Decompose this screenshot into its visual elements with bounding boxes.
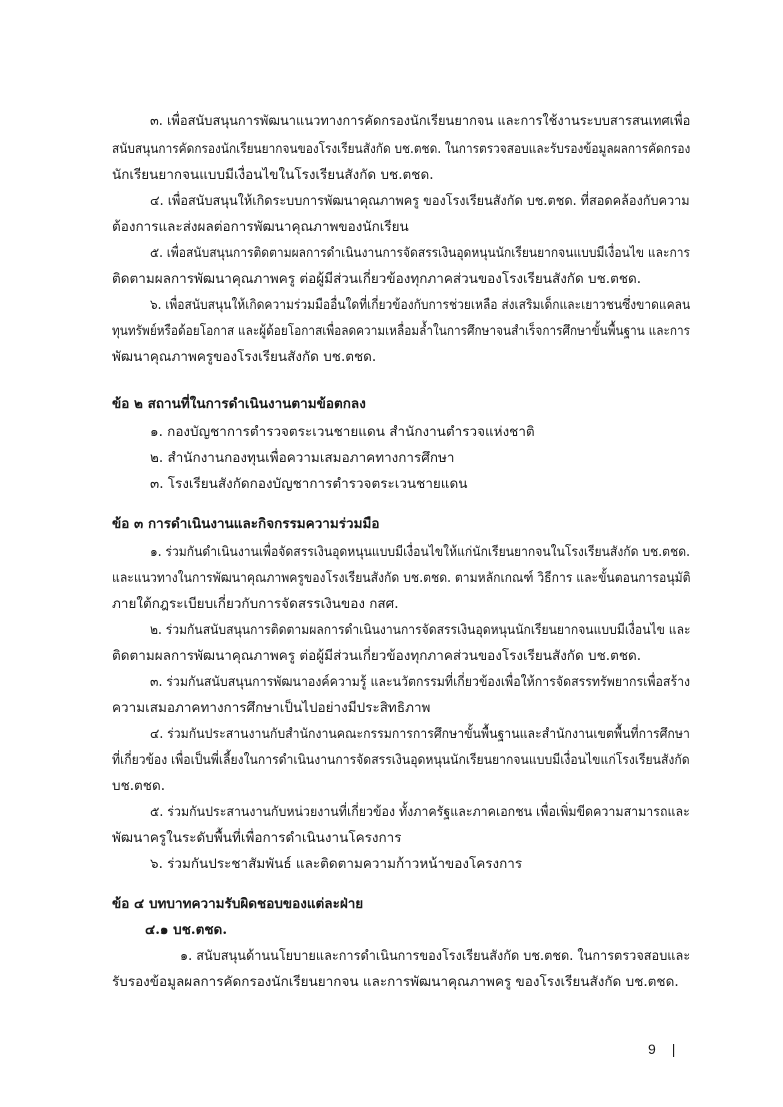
- section-3-item-2-line-1: ๒. ร่วมกันสนับสนุนการติดตามผลการดำเนินงานการจัดสรรเงินอุดหนุนนักเรียนยากจนแบบมีเงื่อนไข และ: [150, 622, 691, 638]
- section-3-item-1-line-1: ๑. ร่วมกันดำเนินงานเพื่อจัดสรรเงินอุดหนุนแบบมีเงื่อนไขให้แก่นักเรียนยากจนในโรงเรียนสังกัด บช.ตชด.: [150, 544, 691, 560]
- section-3-item-5-line-1: ๕. ร่วมกันประสานงานกับหน่วยงานที่เกี่ยวข้อง ทั้งภาครัฐและภาคเอกชน เพื่อเพิ่มขีดความสามารถและ: [150, 804, 690, 820]
- section-3-heading: ข้อ ๓ การดำเนินงานและกิจกรรมความร่วมมือ: [112, 516, 380, 532]
- section-3-item-1-line-2: และแนวทางในการพัฒนาคุณภาพครูของโรงเรียนสังกัด บช.ตชด. ตามหลักเกณฑ์ วิธีการ และขั้นตอนการอนุมัติ: [112, 570, 691, 586]
- section-3-item-3-line-2: ความเสมอภาคทางการศึกษาเป็นไปอย่างมีประสิทธิภาพ: [112, 700, 431, 716]
- objective-5-line-2: ติดตามผลการพัฒนาคุณภาพครู ต่อผู้มีส่วนเกี่ยวข้องทุกภาคส่วนของโรงเรียนสังกัด บช.ตชด.: [112, 271, 642, 287]
- section-2-item-3: ๓. โรงเรียนสังกัดกองบัญชาการตำรวจตระเวนชายแดน: [150, 476, 468, 492]
- section-3-item-2-line-2: ติดตามผลการพัฒนาคุณภาพครู ต่อผู้มีส่วนเกี่ยวข้องทุกภาคส่วนของโรงเรียนสังกัด บช.ตชด.: [112, 648, 642, 664]
- section-3-item-4-line-1: ๔. ร่วมกันประสานงานกับสำนักงานคณะกรรมการการศึกษาขั้นพื้นฐานและสำนักงานเขตพื้นที่การศึกษา: [150, 726, 690, 742]
- section-2-heading: ข้อ ๒ สถานที่ในการดำเนินงานตามข้อตกลง: [112, 396, 366, 412]
- section-3-item-4-line-3: บช.ตชด.: [112, 778, 166, 794]
- objective-3-line-3: นักเรียนยากจนแบบมีเงื่อนไขในโรงเรียนสังกัด บช.ตชด.: [112, 167, 434, 183]
- objective-5-line-1: ๕. เพื่อสนับสนุนการติดตามผลการดำเนินงานการจัดสรรเงินอุดหนุนนักเรียนยากจนแบบมีเงื่อนไข และการ: [150, 245, 691, 261]
- section-3-item-5-line-2: พัฒนาครูในระดับพื้นที่เพื่อการดำเนินงานโครงการ: [112, 830, 402, 846]
- section-4-1-item-1-line-1: ๑. สนับสนุนด้านนโยบายและการดำเนินการของโรงเรียนสังกัด บช.ตชด. ในการตรวจสอบและ: [180, 948, 691, 964]
- section-4-heading: ข้อ ๔ บทบาทความรับผิดชอบของแต่ละฝ่าย: [112, 896, 364, 912]
- objective-4-line-2: ต้องการและส่งผลต่อการพัฒนาคุณภาพของนักเรียน: [112, 219, 409, 235]
- objective-6-line-1: ๖. เพื่อสนับสนุนให้เกิดความร่วมมืออื่นใดที่เกี่ยวข้องกับการช่วยเหลือ ส่งเสริมเด็กและเยาวชนซึ่งขาดแคลน: [150, 297, 691, 313]
- section-4-1-heading: ๔.๑ บช.ตชด.: [145, 922, 228, 938]
- section-3-item-4-line-2: ที่เกี่ยวข้อง เพื่อเป็นพี่เลี้ยงในการดำเนินงานการจัดสรรเงินอุดหนุนนักเรียนยากจนแบบมีเงื่อนไขแก่โรงเรียนสังกัด: [112, 752, 690, 768]
- objective-3-line-1: ๓. เพื่อสนับสนุนการพัฒนาแนวทางการคัดกรองนักเรียนยากจน และการใช้งานระบบสารสนเทศเพื่อ: [150, 113, 691, 129]
- section-2-item-1: ๑. กองบัญชาการตำรวจตระเวนชายแดน สำนักงานตำรวจแห่งชาติ: [150, 424, 535, 440]
- objective-3-line-2: สนับสนุนการคัดกรองนักเรียนยากจนของโรงเรียนสังกัด บช.ตชด. ในการตรวจสอบและรับรองข้อมูลผลการคัดกรอง: [112, 141, 691, 157]
- page-number-footer: [648, 1041, 691, 1057]
- section-2-item-2: ๒. สำนักงานกองทุนเพื่อความเสมอภาคทางการศึกษา: [150, 450, 455, 466]
- section-4-1-item-1-line-2: รับรองข้อมูลผลการคัดกรองนักเรียนยากจน และการพัฒนาคุณภาพครู ของโรงเรียนสังกัด บช.ตชด.: [112, 974, 679, 990]
- objective-6-line-3: พัฒนาคุณภาพครูของโรงเรียนสังกัด บช.ตชด.: [112, 349, 377, 365]
- section-3-item-3-line-1: ๓. ร่วมกันสนับสนุนการพัฒนาองค์ความรู้ และนวัตกรรมที่เกี่ยวข้องเพื่อให้การจัดสรรทรัพยากรเพื่อสร้าง: [150, 674, 691, 690]
- page-number: 9: [648, 1041, 656, 1057]
- objective-6-line-2: ทุนทรัพย์หรือด้อยโอกาส และผู้ด้อยโอกาสเพื่อลดความเหลื่อมล้ำในการศึกษาจนสำเร็จการศึกษาขั้นพื้นฐาน และการ: [112, 323, 691, 339]
- objective-4-line-1: ๔. เพื่อสนับสนุนให้เกิดระบบการพัฒนาคุณภาพครู ของโรงเรียนสังกัด บช.ตชด. ที่สอดคล้องกับความ: [150, 193, 690, 209]
- section-3-item-6-line-1: ๖. ร่วมกันประชาสัมพันธ์ และติดตามความก้าวหน้าของโครงการ: [150, 856, 523, 872]
- page-separator: |: [671, 1041, 676, 1057]
- section-3-item-1-line-3: ภายใต้กฎระเบียบเกี่ยวกับการจัดสรรเงินของ กสศ.: [112, 596, 399, 612]
